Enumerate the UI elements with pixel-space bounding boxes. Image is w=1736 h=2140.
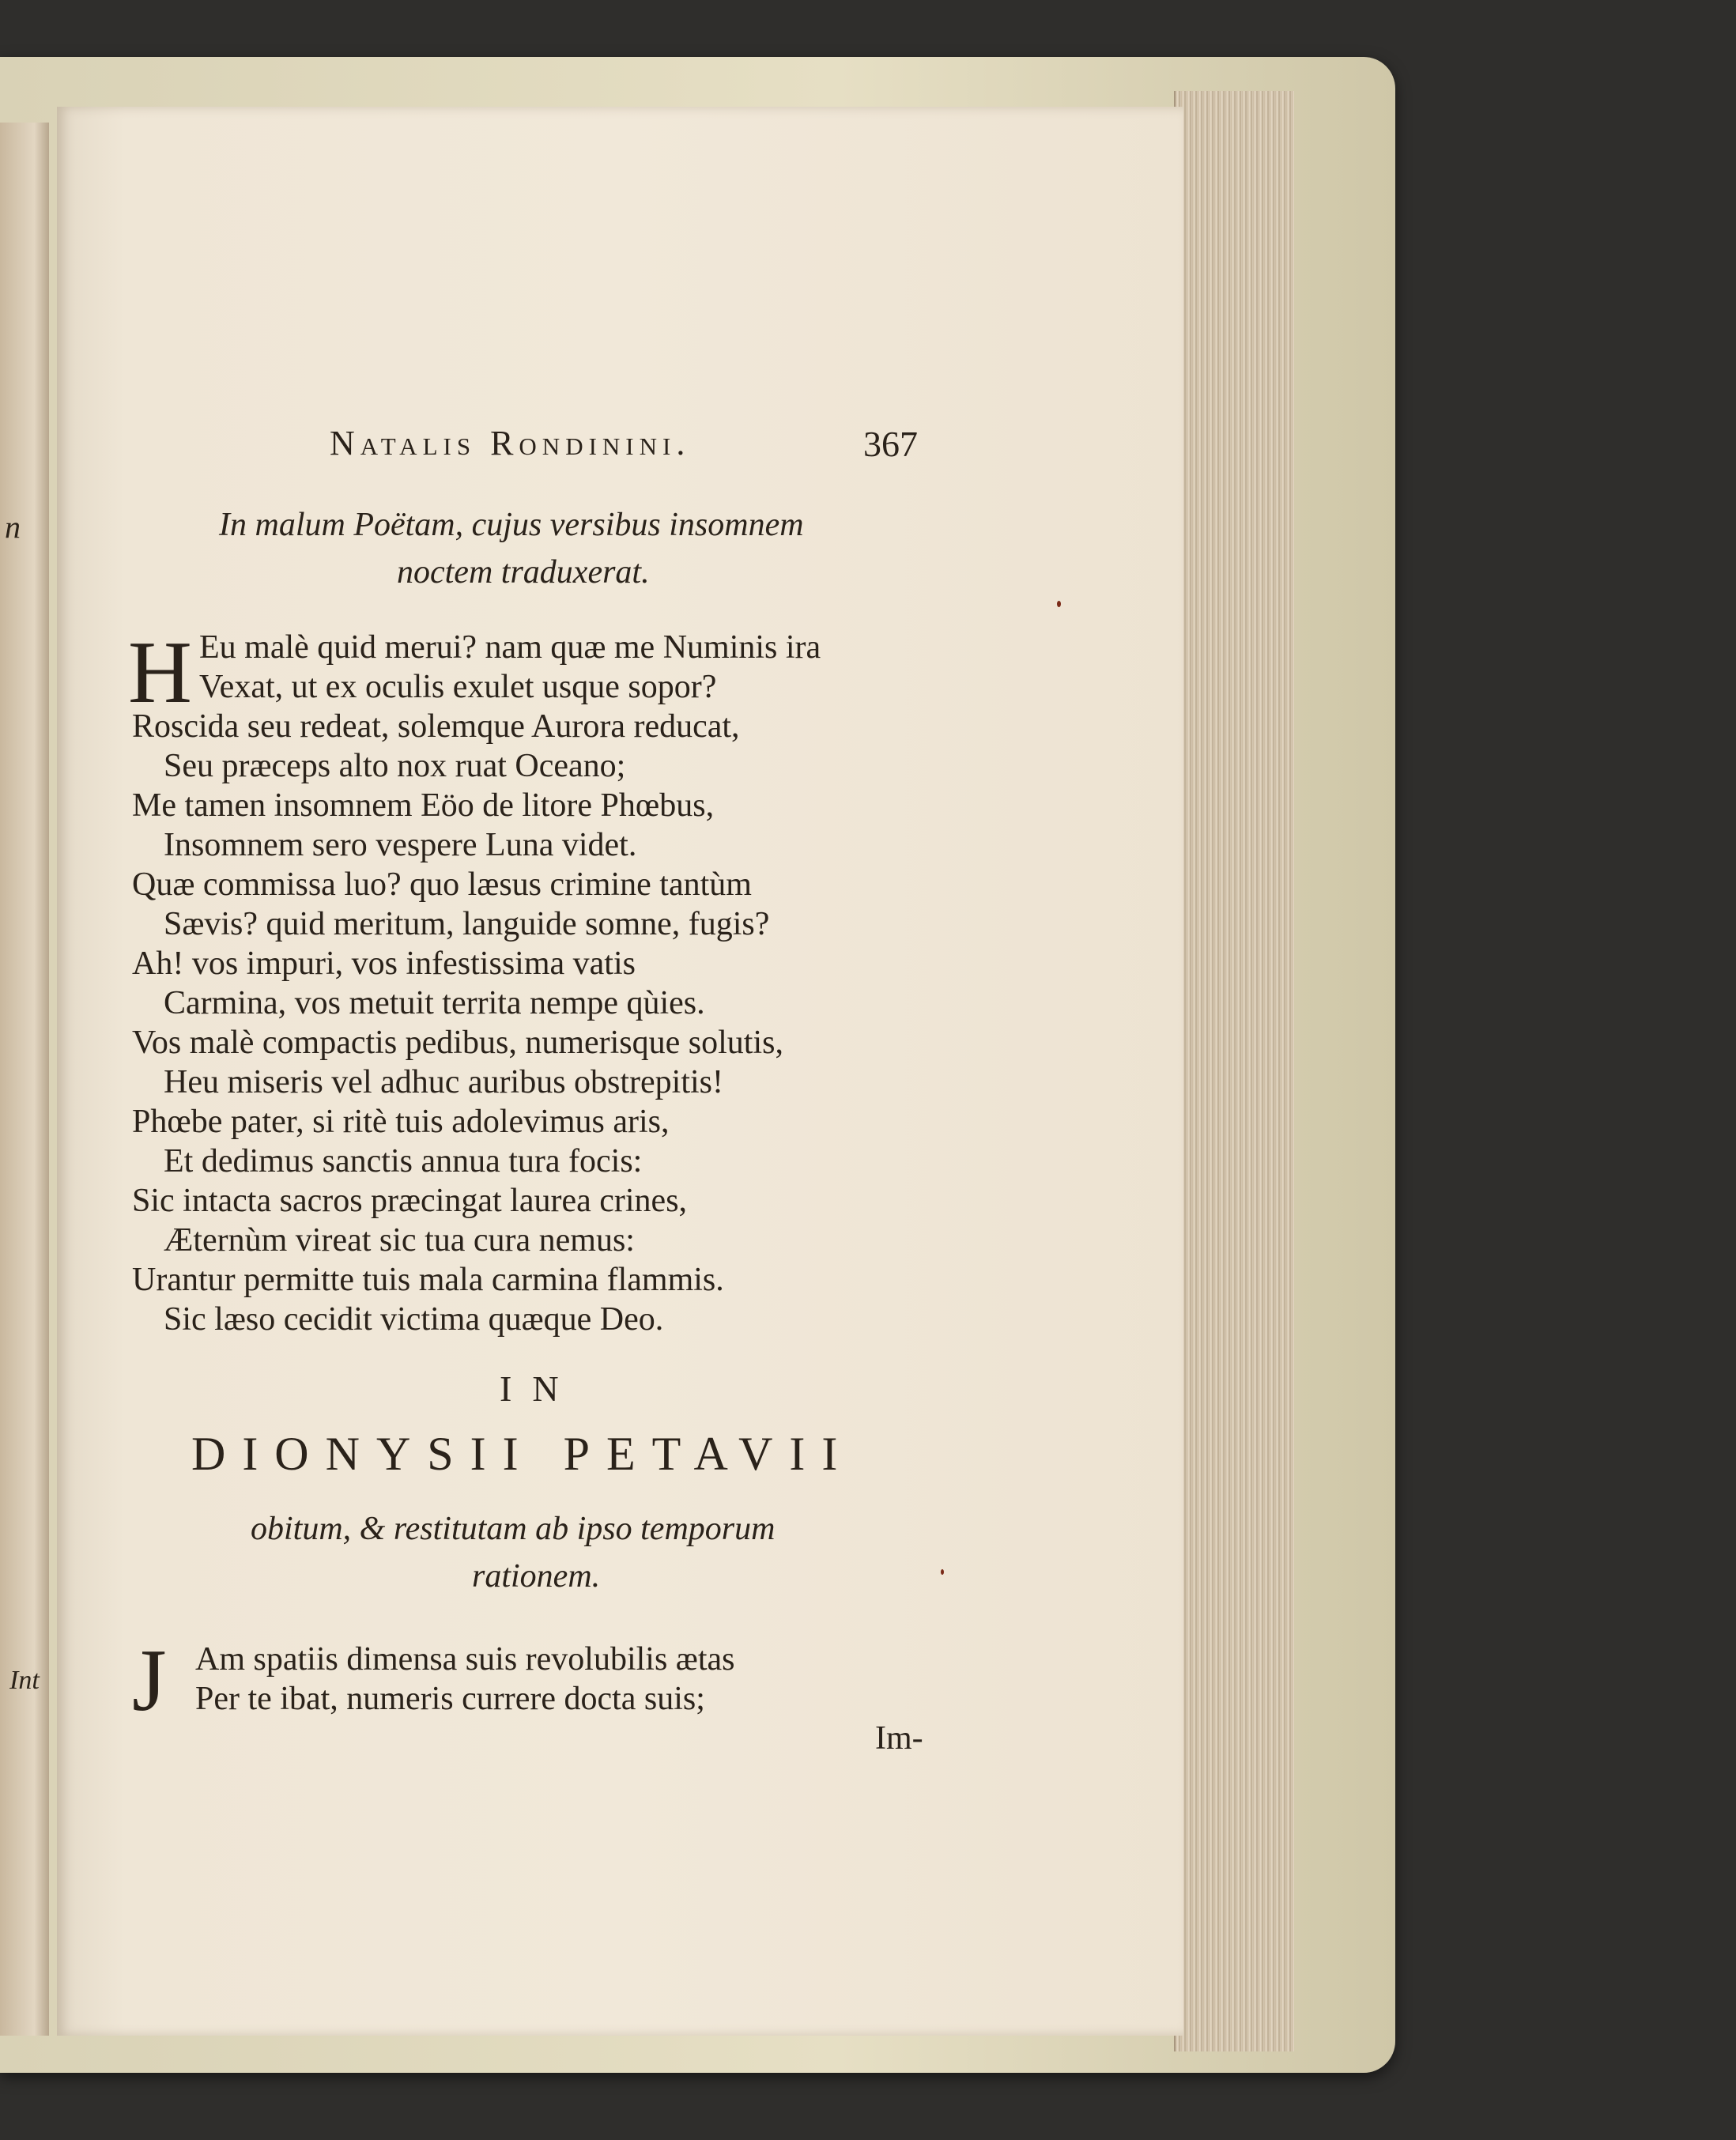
running-header: Natalis Rondinini. bbox=[330, 424, 691, 462]
paper-blemish bbox=[1057, 601, 1061, 607]
verse-line: Sic læso cecidit victima quæque Deo. bbox=[164, 1301, 664, 1338]
page-number: 367 bbox=[863, 424, 918, 464]
drop-capital: J bbox=[132, 1632, 167, 1730]
verse-line: Eu malè quid merui? nam quæ me Numinis ira bbox=[199, 629, 821, 666]
verse-line: Sic intacta sacros præcingat laurea crines, bbox=[132, 1183, 688, 1219]
verse-line: Vos malè compactis pedibus, numerisque solutis, bbox=[132, 1025, 783, 1061]
catchword: Im- bbox=[875, 1720, 923, 1757]
section-heading: DIONYSII PETAVII bbox=[191, 1428, 855, 1480]
verse-line: Heu miseris vel adhuc auribus obstrepitis! bbox=[164, 1064, 724, 1100]
facing-page-fragment: n bbox=[5, 509, 21, 545]
poem-title-line: noctem traduxerat. bbox=[397, 554, 650, 591]
verse-line: Me tamen insomnem Eöo de litore Phœbus, bbox=[132, 787, 715, 824]
verse-line: Et dedimus sanctis annua tura focis: bbox=[164, 1143, 643, 1179]
verse-line: Quæ commissa luo? quo læsus crimine tantùm bbox=[132, 866, 752, 903]
verse-line: Urantur permitte tuis mala carmina flammis. bbox=[132, 1262, 724, 1298]
verse-line: Per te ibat, numeris currere docta suis; bbox=[195, 1681, 705, 1717]
poem-title-line: rationem. bbox=[472, 1558, 601, 1595]
verse-line: Seu præceps alto nox ruat Oceano; bbox=[164, 748, 626, 784]
facing-page-fragment: Int bbox=[9, 1666, 40, 1695]
verse-line: Æternùm vireat sic tua cura nemus: bbox=[164, 1222, 635, 1259]
page-edges bbox=[1174, 91, 1294, 2051]
verse-line: Phœbe pater, si ritè tuis adolevimus aris, bbox=[132, 1104, 670, 1140]
facing-page bbox=[0, 123, 49, 2036]
verse-line: Sævis? quid meritum, languide somne, fugis? bbox=[164, 906, 770, 942]
verse-line: Vexat, ut ex oculis exulet usque sopor? bbox=[199, 669, 717, 705]
verse-line: Carmina, vos metuit territa nempe qùies. bbox=[164, 985, 705, 1021]
verse-line: Am spatiis dimensa suis revolubilis ætas bbox=[195, 1641, 735, 1678]
poem-title-line: In malum Poëtam, cujus versibus insomnem bbox=[219, 507, 804, 543]
verse-line: Ah! vos impuri, vos infestissima vatis bbox=[132, 945, 636, 982]
verse-line: Roscida seu redeat, solemque Aurora reducat, bbox=[132, 708, 740, 745]
drop-capital: H bbox=[128, 624, 192, 722]
verse-line: Insomnem sero vespere Luna videt. bbox=[164, 827, 637, 863]
poem-title-line: obitum, & restitutam ab ipso temporum bbox=[251, 1511, 776, 1547]
section-heading-in: IN bbox=[500, 1368, 579, 1409]
paper-blemish bbox=[941, 1569, 944, 1575]
book-page bbox=[57, 107, 1183, 2036]
